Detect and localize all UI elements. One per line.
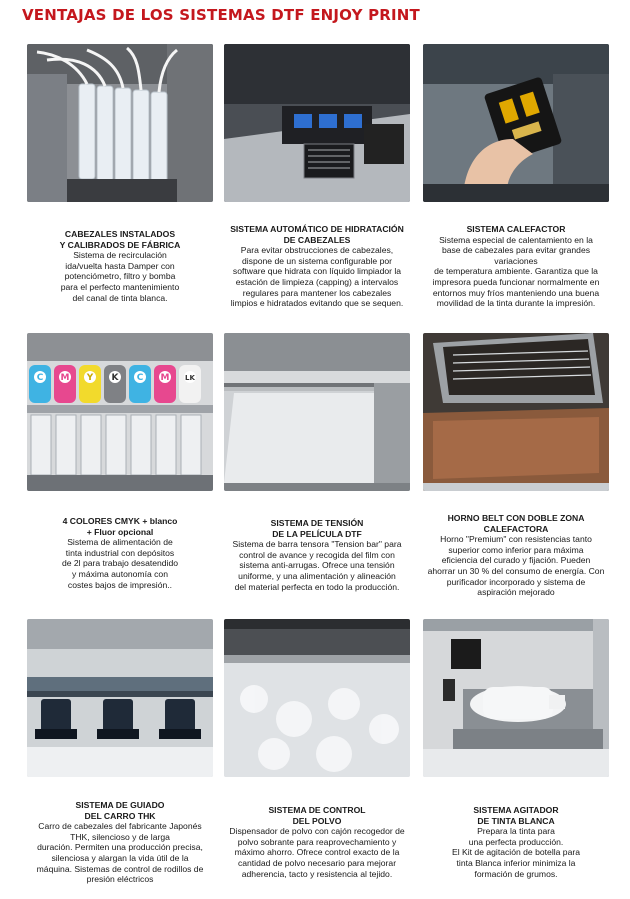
feature-description: Sistema de alimentación de tinta industrial con depósitos de 2l para trabajo desatendido y máxima autonomía con costes bajos de impresión.. — [61, 537, 179, 590]
feature-caption-agitador — [417, 805, 615, 879]
feature-description: Para evitar obstrucciones de cabezales, dispone de un sistema configurable por software que hidrata con líquido limpiador la estación de limpieza (capping) a intervalos regulares para mantener los cabezales limpios e hidratados evitando que se sequen. — [230, 245, 404, 309]
feature-heading: SISTEMA CALEFACTOR — [466, 224, 566, 234]
feature-description: Carro de cabezales del fabricante Japonés THK, silencioso y de larga duración. Permiten una producción precisa, silenciosa y alargan la vida útil de la máquina. Sistemas de control de rodillos de presión eléctricos — [36, 821, 204, 885]
photo-hidratacion-art — [224, 44, 410, 202]
feature-card-hidratacion — [224, 44, 410, 309]
feature-card-polvo — [224, 619, 410, 879]
feature-heading: SISTEMA AUTOMÁTICO DE HIDRATACIÓN DE CABEZALES — [230, 224, 404, 245]
ink-label: LK — [185, 374, 195, 382]
feature-caption-horno — [417, 513, 615, 598]
feature-caption-hidratacion — [218, 224, 416, 309]
page-title: VENTAJAS DE LOS SISTEMAS DTF ENJOY PRINT — [22, 6, 420, 24]
photo-tension-art — [224, 333, 410, 491]
ink-label: M — [160, 373, 170, 383]
photo-horno-art — [423, 333, 609, 491]
feature-card-guiado — [27, 619, 213, 885]
photo-calefactor-art — [423, 44, 609, 202]
photo-guiado — [27, 619, 213, 777]
ink-label: C — [136, 373, 144, 383]
feature-heading: CABEZALES INSTALADOS Y CALIBRADOS DE FÁBRICA — [59, 229, 181, 250]
photo-agitador — [423, 619, 609, 777]
feature-card-colores — [27, 333, 213, 590]
feature-caption-guiado — [21, 800, 219, 885]
photo-polvo — [224, 619, 410, 777]
feature-heading: SISTEMA DE GUIADO DEL CARRO THK — [75, 800, 165, 821]
feature-card-calefactor — [423, 44, 609, 309]
ink-label: Y — [86, 373, 94, 383]
photo-colores — [27, 333, 213, 491]
feature-description: Prepara la tinta para una perfecta producción. El Kit de agitación de botella para tinta Blanca inferior minimiza la formación de grumos. — [451, 826, 581, 879]
photo-guiado-art — [27, 619, 213, 777]
photo-polvo-art — [224, 619, 410, 777]
feature-card-agitador — [423, 619, 609, 879]
ink-label: K — [111, 373, 119, 383]
feature-description: Sistema de recirculación ida/vuelta hasta Damper con potenciómetro, filtro y bomba para el perfecto mantenimiento del canal de tinta blanca. — [60, 250, 180, 303]
photo-horno — [423, 333, 609, 491]
feature-card-cabezales — [27, 44, 213, 303]
feature-card-horno — [423, 333, 609, 598]
photo-cabezales — [27, 44, 213, 202]
photo-colores-art — [27, 333, 213, 491]
feature-caption-tension — [218, 518, 416, 592]
feature-caption-polvo — [218, 805, 416, 879]
feature-heading: HORNO BELT CON DOBLE ZONA CALEFACTORA — [447, 513, 585, 534]
photo-agitador-art — [423, 619, 609, 777]
feature-heading: SISTEMA AGITADOR DE TINTA BLANCA — [473, 805, 559, 826]
feature-heading: 4 COLORES CMYK + blanco + Fluor opcional — [62, 516, 178, 537]
photo-cabezales-art — [27, 44, 213, 202]
feature-caption-colores — [21, 516, 219, 590]
feature-description: Sistema especial de calentamiento en la base de cabezales para evitar grandes variaciones de temperatura ambiente. Garantiza que la impresora pueda funcionar normalmente en entornos muy fríos manteniendo una buena movilidad de la tinta durante la impresión. — [432, 234, 600, 309]
feature-description: Sistema de barra tensora "Tension bar" para control de avance y recogida del film con sistema anti-arrugas. Ofrece una tensión uniforme, y una alimentación y alineación del material perfecta en todo la producción. — [232, 539, 402, 592]
photo-hidratacion — [224, 44, 410, 202]
feature-heading: SISTEMA DE CONTROL DEL POLVO — [268, 805, 366, 826]
feature-description: Horno "Premium" con resistencias tanto superior como inferior para máxima eficiencia del curado y fijación. Pueden ahorrar un 30 % del consumo de energía. Con purificador incorporado y sistema de aspiración mejorado — [427, 534, 605, 598]
feature-caption-calefactor — [417, 224, 615, 309]
ink-label: C — [36, 373, 44, 383]
photo-tension — [224, 333, 410, 491]
feature-caption-cabezales — [21, 229, 219, 303]
feature-description: Dispensador de polvo con cajón recogedor de polvo sobrante para reaprovechamiento y máximo ahorro. Ofrece control exacto de la cantidad de polvo necesario para mejorar adherencia, tacto y resistencia al tejido. — [229, 826, 405, 879]
photo-calefactor — [423, 44, 609, 202]
feature-card-tension — [224, 333, 410, 592]
feature-heading: SISTEMA DE TENSIÓN DE LA PELÍCULA DTF — [270, 518, 364, 539]
ink-label: M — [60, 373, 70, 383]
